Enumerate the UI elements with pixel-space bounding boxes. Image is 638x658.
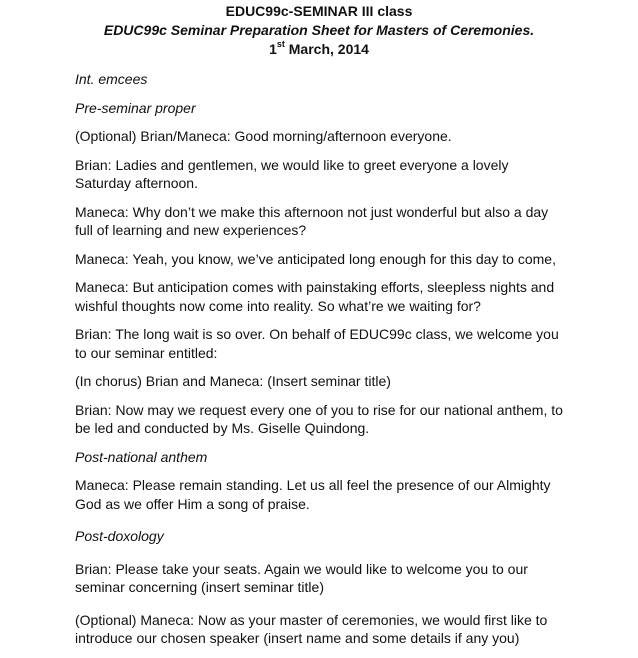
document-header [0,2,638,59]
paragraph-maneca-remain-standing: Maneca: Please remain standing. Let us all feel the presence of our Almighty God as we offer Him a song of praise. [75,477,551,512]
paragraph-maneca-anticipated: Maneca: Yeah, you know, we’ve anticipated long enough for this day to come, [75,250,556,267]
paragraph-brian-welcome: Brian: The long wait is so over. On behalf of EDUC99c class, we welcome you to our seminar entitled: [75,326,559,361]
date-ordinal-suffix: st [276,39,285,50]
header-sheet-title: EDUC99c Seminar Preparation Sheet for Masters of Ceremonies. [103,22,535,38]
section-heading-post-doxology: Post-doxology [75,528,164,544]
paragraph-chorus-title: (In chorus) Brian and Maneca: (Insert seminar title) [75,373,391,389]
paragraph-brian-take-seats: Brian: Please take your seats. Again we would like to welcome you to our seminar concerning (insert seminar title) [75,560,528,595]
paragraph-maneca-anticipation: Maneca: But anticipation comes with painstaking efforts, sleepless nights and wishful thoughts now come into reality. So what’re we waiting for? [75,279,555,314]
paragraph-maneca-wonderful: Maneca: Why don’t we make this afternoon not just wonderful but also a day full of learning and new experiences? [75,203,549,238]
paragraph-brian-anthem: Brian: Now may we request every one of you to rise for our national anthem, to be led and conducted by Ms. Giselle Quindong. [75,401,563,436]
paragraph-greeting-optional: (Optional) Brian/Maneca: Good morning/afternoon everyone. [75,128,452,144]
section-heading-int-emcees: Int. emcees [75,71,148,87]
date-rest: March, 2014 [284,41,369,57]
paragraph-maneca-introduce-speaker: (Optional) Maneca: Now as your master of ceremonies, we would first like to introduce our chosen speaker (insert name and some details if any you) [75,611,548,646]
header-class-title: EDUC99c-SEMINAR III class [225,3,413,19]
document-body [75,70,565,658]
section-heading-post-anthem: Post-national anthem [75,448,208,465]
header-date [0,40,638,59]
section-heading-pre-seminar: Pre-seminar proper [75,99,196,116]
date-day: 1 [269,41,277,57]
paragraph-brian-greeting: Brian: Ladies and gentlemen, we would like to greet everyone a lovely Saturday afternoon. [75,156,509,191]
